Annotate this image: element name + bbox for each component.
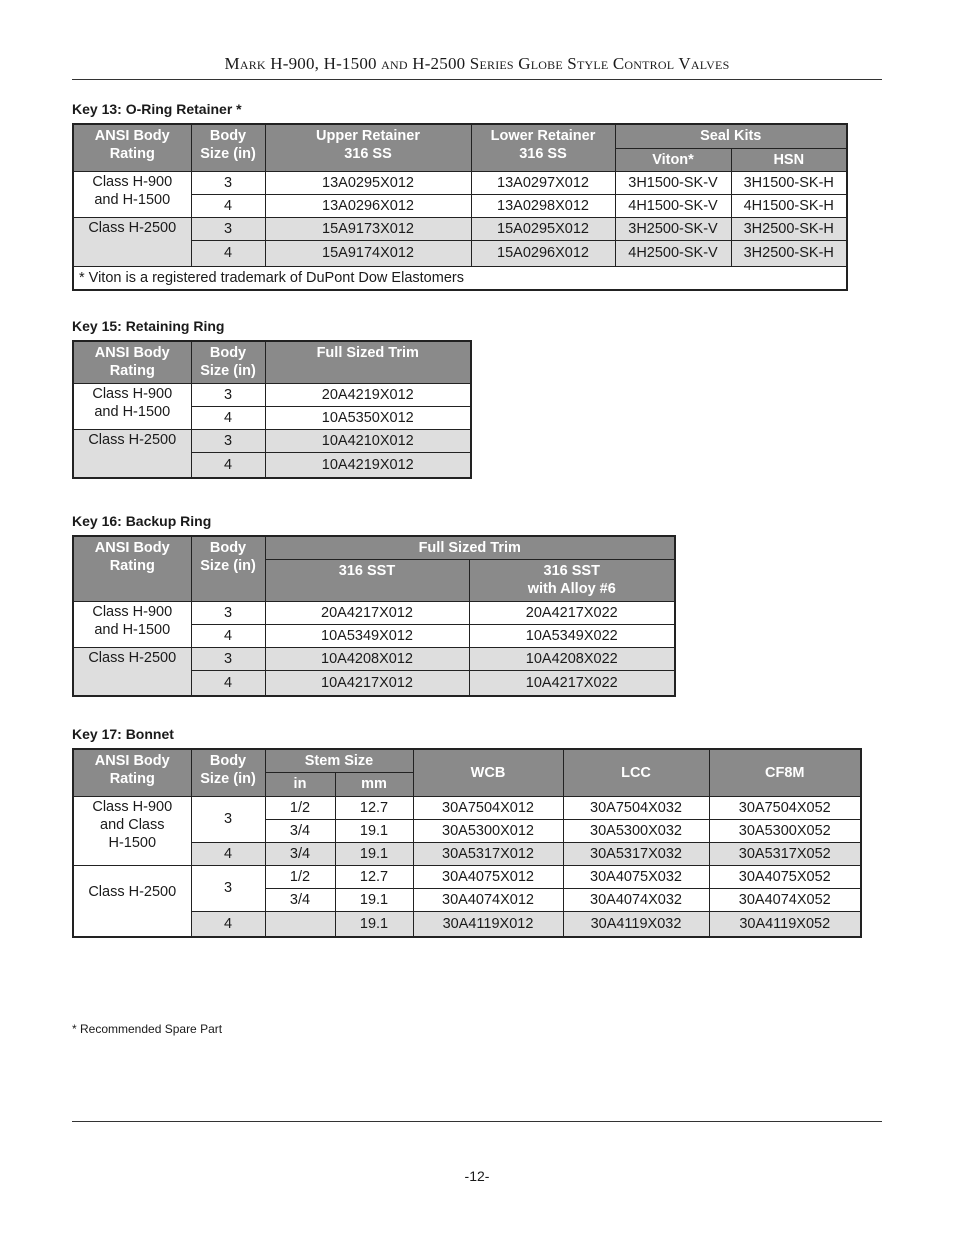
header-divider	[72, 79, 882, 80]
body-size-cell: 3	[191, 601, 265, 624]
col-upper-retainer-header: Upper Retainer 316 SS	[265, 124, 471, 171]
body-size-cell: 4	[191, 194, 265, 217]
table-row	[73, 383, 471, 406]
stem-mm-cell: 19.1	[335, 911, 413, 937]
part-number-cell: 30A5317X032	[563, 842, 709, 865]
body-size-cell: 3	[191, 865, 265, 911]
stem-in-cell: 3/4	[265, 819, 335, 842]
ansi-rating-cell: Class H-2500	[73, 429, 191, 478]
key16-table	[72, 535, 676, 697]
part-number-cell: 10A4208X012	[265, 647, 469, 670]
part-number-cell: 30A4074X052	[709, 888, 861, 911]
col-hsn-header: HSN	[731, 148, 847, 171]
table-row	[73, 429, 471, 452]
part-number-cell: 4H2500-SK-V	[615, 240, 731, 266]
body-size-cell: 3	[191, 796, 265, 842]
part-number-cell: 15A0296X012	[471, 240, 615, 266]
table-row	[73, 865, 861, 888]
table-row	[73, 911, 861, 937]
ansi-rating-cell: Class H-900 and Class H-1500	[73, 796, 191, 865]
ansi-rating-cell: Class H-2500	[73, 217, 191, 266]
col-316-sst-header: 316 SST	[265, 559, 469, 601]
part-number-cell: 3H2500-SK-V	[615, 217, 731, 240]
part-number-cell: 20A4217X012	[265, 601, 469, 624]
part-number-cell: 10A4217X022	[469, 670, 675, 696]
col-stem-size-header: Stem Size	[265, 749, 413, 772]
stem-mm-cell: 19.1	[335, 842, 413, 865]
trademark-note: * Viton is a registered trademark of DuPont Dow Elastomers	[73, 266, 847, 290]
part-number-cell: 30A5317X052	[709, 842, 861, 865]
stem-mm-cell: 12.7	[335, 865, 413, 888]
body-size-cell: 4	[191, 842, 265, 865]
part-number-cell: 10A4219X012	[265, 452, 471, 478]
ansi-rating-cell: Class H-900 and H-1500	[73, 383, 191, 429]
stem-in-cell	[265, 911, 335, 937]
key13-table	[72, 123, 848, 291]
part-number-cell: 30A5300X032	[563, 819, 709, 842]
body-size-cell: 4	[191, 406, 265, 429]
col-ansi-header: ANSI Body Rating	[73, 749, 191, 796]
ansi-rating-cell: Class H-2500	[73, 865, 191, 937]
part-number-cell: 20A4219X012	[265, 383, 471, 406]
part-number-cell: 30A4075X052	[709, 865, 861, 888]
body-size-cell: 4	[191, 911, 265, 937]
part-number-cell: 10A5350X012	[265, 406, 471, 429]
body-size-cell: 3	[191, 217, 265, 240]
part-number-cell: 30A4074X032	[563, 888, 709, 911]
part-number-cell: 30A4075X012	[413, 865, 563, 888]
part-number-cell: 10A4217X012	[265, 670, 469, 696]
ansi-rating-cell: Class H-900 and H-1500	[73, 601, 191, 647]
table-row	[73, 796, 861, 819]
body-size-cell: 4	[191, 624, 265, 647]
col-full-sized-trim-header: Full Sized Trim	[265, 536, 675, 559]
stem-in-cell: 1/2	[265, 796, 335, 819]
col-stem-in-header: in	[265, 772, 335, 796]
part-number-cell: 30A7504X012	[413, 796, 563, 819]
col-body-size-header: Body Size (in)	[191, 749, 265, 796]
col-lcc-header: LCC	[563, 749, 709, 796]
part-number-cell: 15A9173X012	[265, 217, 471, 240]
page-title: Mark H-900, H-1500 and H-2500 Series Globe Style Control Valves	[224, 54, 730, 73]
key17-title: Key 17: Bonnet	[72, 726, 174, 742]
col-full-sized-trim-header: Full Sized Trim	[265, 341, 471, 383]
table-row	[73, 171, 847, 194]
part-number-cell: 10A4208X022	[469, 647, 675, 670]
table-row	[73, 601, 675, 624]
col-wcb-header: WCB	[413, 749, 563, 796]
col-ansi-header: ANSI Body Rating	[73, 341, 191, 383]
part-number-cell: 30A7504X052	[709, 796, 861, 819]
part-number-cell: 15A9174X012	[265, 240, 471, 266]
part-number-cell: 3H2500-SK-H	[731, 240, 847, 266]
key17-table	[72, 748, 862, 938]
stem-mm-cell: 19.1	[335, 819, 413, 842]
part-number-cell: 30A4119X032	[563, 911, 709, 937]
col-viton-header: Viton*	[615, 148, 731, 171]
col-ansi-header: ANSI Body Rating	[73, 124, 191, 171]
stem-in-cell: 3/4	[265, 888, 335, 911]
part-number-cell: 13A0296X012	[265, 194, 471, 217]
key15-title: Key 15: Retaining Ring	[72, 318, 225, 334]
col-ansi-header: ANSI Body Rating	[73, 536, 191, 601]
part-number-cell: 30A4075X032	[563, 865, 709, 888]
col-body-size-header: Body Size (in)	[191, 124, 265, 171]
ansi-rating-cell: Class H-2500	[73, 647, 191, 696]
part-number-cell: 30A4119X012	[413, 911, 563, 937]
table-note-row	[73, 266, 847, 290]
col-body-size-header: Body Size (in)	[191, 536, 265, 601]
stem-mm-cell: 19.1	[335, 888, 413, 911]
col-lower-retainer-header: Lower Retainer 316 SS	[471, 124, 615, 171]
body-size-cell: 3	[191, 647, 265, 670]
part-number-cell: 30A4074X012	[413, 888, 563, 911]
part-number-cell: 4H1500-SK-H	[731, 194, 847, 217]
part-number-cell: 30A7504X032	[563, 796, 709, 819]
stem-in-cell: 3/4	[265, 842, 335, 865]
col-body-size-header: Body Size (in)	[191, 341, 265, 383]
table-row	[73, 842, 861, 865]
part-number-cell: 3H1500-SK-V	[615, 171, 731, 194]
part-number-cell: 3H1500-SK-H	[731, 171, 847, 194]
part-number-cell: 15A0295X012	[471, 217, 615, 240]
body-size-cell: 3	[191, 171, 265, 194]
part-number-cell: 30A4119X052	[709, 911, 861, 937]
body-size-cell: 4	[191, 452, 265, 478]
part-number-cell: 30A5317X012	[413, 842, 563, 865]
part-number-cell: 10A5349X012	[265, 624, 469, 647]
body-size-cell: 4	[191, 670, 265, 696]
part-number-cell: 30A5300X052	[709, 819, 861, 842]
col-316-sst-alloy-header: 316 SST with Alloy #6	[469, 559, 675, 601]
footer-divider	[72, 1121, 882, 1122]
stem-in-cell: 1/2	[265, 865, 335, 888]
part-number-cell: 10A5349X022	[469, 624, 675, 647]
col-seal-kits-header: Seal Kits	[615, 124, 847, 148]
key16-title: Key 16: Backup Ring	[72, 513, 212, 529]
part-number-cell: 4H1500-SK-V	[615, 194, 731, 217]
part-number-cell: 13A0298X012	[471, 194, 615, 217]
key13-title: Key 13: O-Ring Retainer *	[72, 101, 242, 117]
part-number-cell: 10A4210X012	[265, 429, 471, 452]
part-number-cell: 30A5300X012	[413, 819, 563, 842]
table-row	[73, 217, 847, 240]
table-row	[73, 647, 675, 670]
body-size-cell: 3	[191, 429, 265, 452]
part-number-cell: 13A0297X012	[471, 171, 615, 194]
key15-table	[72, 340, 472, 479]
stem-mm-cell: 12.7	[335, 796, 413, 819]
col-stem-mm-header: mm	[335, 772, 413, 796]
ansi-rating-cell: Class H-900 and H-1500	[73, 171, 191, 217]
part-number-cell: 13A0295X012	[265, 171, 471, 194]
part-number-cell: 3H2500-SK-H	[731, 217, 847, 240]
part-number-cell: 20A4217X022	[469, 601, 675, 624]
spare-part-footnote: * Recommended Spare Part	[72, 1022, 223, 1036]
body-size-cell: 4	[191, 240, 265, 266]
col-cf8m-header: CF8M	[709, 749, 861, 796]
body-size-cell: 3	[191, 383, 265, 406]
page-number: -12-	[464, 1168, 490, 1184]
